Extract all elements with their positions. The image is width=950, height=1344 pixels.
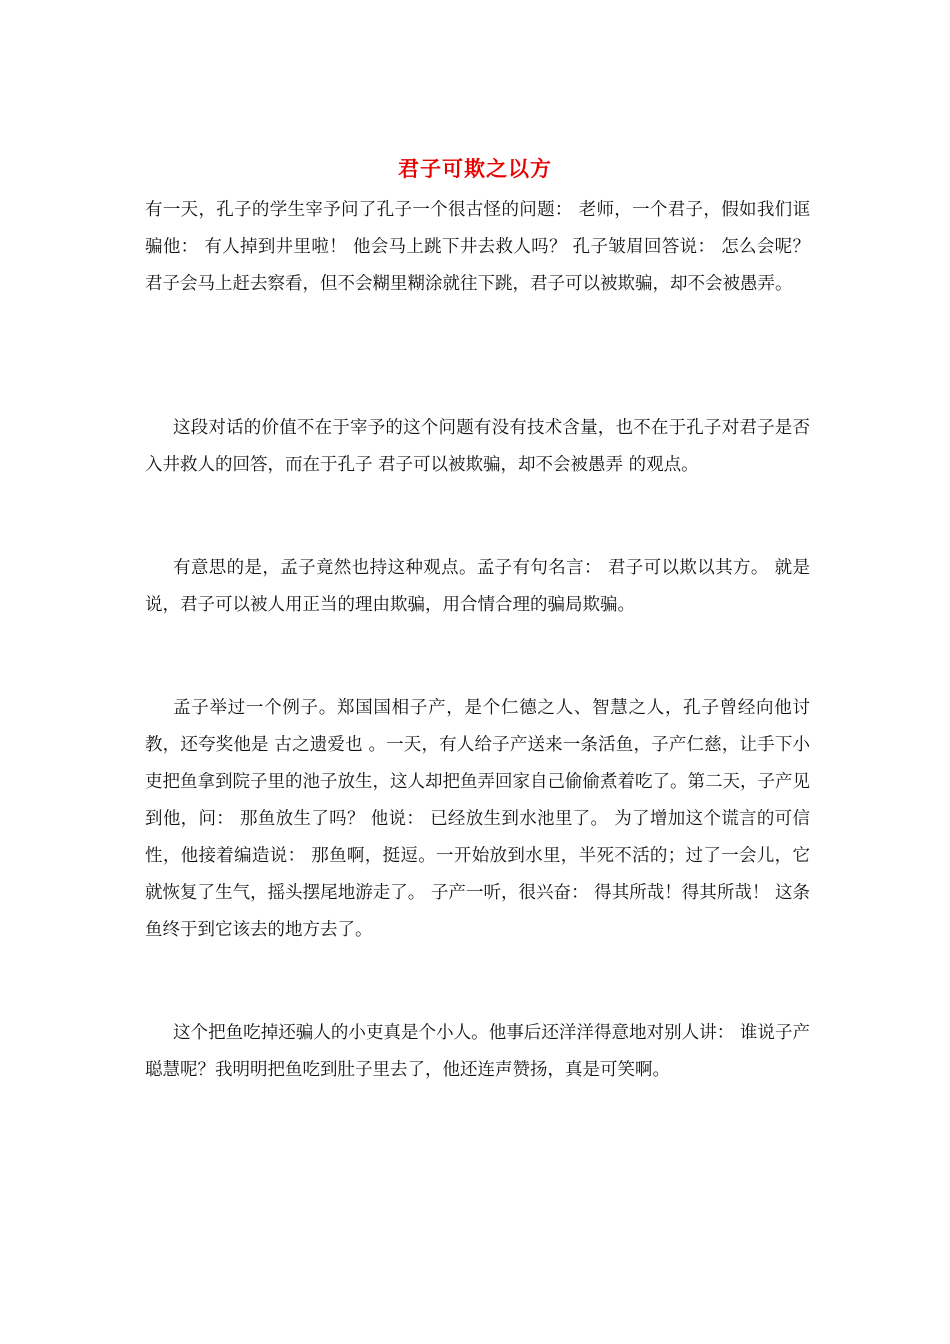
paragraph-3: 有意思的是，孟子竟然也持这种观点。孟子有句名言： 君子可以欺以其方。 就是说，君子可以被人用正当的理由欺骗，用合情合理的骗局欺骗。	[145, 558, 810, 615]
paragraph-4: 孟子举过一个例子。郑国国相子产，是个仁德之人、智慧之人，孔子曾经向他讨教，还夸奖他是 古之遗爱也 。一天，有人给子产送来一条活鱼，子产仁慈，让手下小吏把鱼拿到院子里的池子放生，这人却把鱼弄回家自己偷偷煮着吃了。第二天，子产见到他，问： 那鱼放生了吗？ 他说： 已经放生到水池里了。 为了增加这个谎言的可信性，他接着编造说： 那鱼啊，挺逗。一开始放到水里，半死不活的；过了一会儿，它就恢复了生气，摇头摆尾地游走了。 子产一听，很兴奋： 得其所哉！得其所哉！ 这条鱼终于到它该去的地方去了。	[145, 698, 810, 940]
paragraph-5: 这个把鱼吃掉还骗人的小吏真是个小人。他事后还洋洋得意地对别人讲： 谁说子产聪慧呢？我明明把鱼吃到肚子里去了，他还连声赞扬，真是可笑啊。	[145, 1023, 810, 1080]
paragraph-1: 有一天，孔子的学生宰予问了孔子一个很古怪的问题： 老师，一个君子，假如我们诓骗他： 有人掉到井里啦！ 他会马上跳下井去救人吗？ 孔子皱眉回答说： 怎么会呢？君子会马上赶去察看，但不会糊里糊涂就往下跳，君子可以被欺骗，却不会被愚弄。	[145, 200, 810, 294]
paragraph-2: 这段对话的价值不在于宰予的这个问题有没有技术含量，也不在于孔子对君子是否入井救人的回答，而在于孔子 君子可以被欺骗，却不会被愚弄 的观点。	[145, 418, 810, 475]
document-title: 君子可欺之以方	[398, 156, 552, 181]
